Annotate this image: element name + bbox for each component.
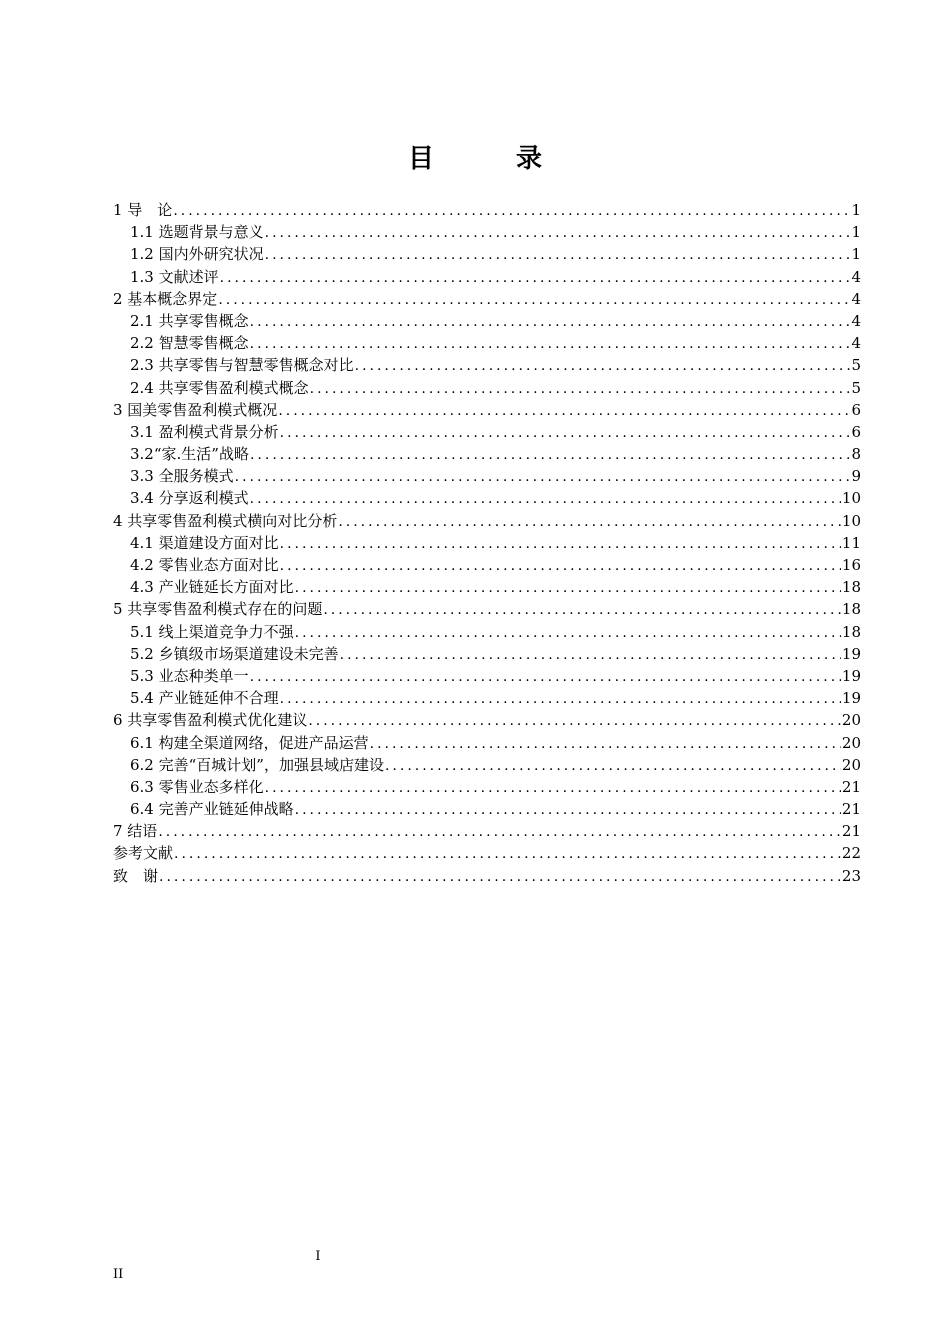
- toc-entry[interactable]: [113, 576, 861, 598]
- toc-dot-leader: [265, 222, 851, 244]
- toc-entry-label: 3.1 盈利模式背景分析: [130, 422, 279, 441]
- toc-entry-label: 4.1 渠道建设方面对比: [130, 533, 279, 552]
- toc-dot-leader: [310, 378, 851, 400]
- toc-entry-label: 致 谢: [113, 866, 159, 885]
- toc-dot-leader: [250, 444, 850, 466]
- toc-entry-page: 21: [841, 822, 861, 841]
- toc-entry-page: 6: [851, 400, 861, 419]
- toc-entry[interactable]: [113, 465, 861, 487]
- toc-entry-page: 22: [841, 844, 861, 863]
- toc-entry-label: 5.2 乡镇级市场渠道建设未完善: [130, 644, 339, 663]
- toc-dot-leader: [278, 400, 850, 422]
- toc-entry-page: 20: [841, 711, 861, 730]
- toc-entry-page: 1: [851, 223, 861, 242]
- toc-entry[interactable]: [113, 377, 861, 399]
- toc-dot-leader: [295, 799, 841, 821]
- toc-entry[interactable]: [113, 643, 861, 665]
- toc-entry-page: 5: [851, 356, 861, 375]
- toc-entry-page: 4: [851, 311, 861, 330]
- toc-entry-page: 19: [841, 666, 861, 685]
- toc-entry-page: 21: [841, 777, 861, 796]
- toc-dot-leader: [235, 466, 851, 488]
- toc-dot-leader: [323, 599, 841, 621]
- toc-entry[interactable]: [113, 399, 861, 421]
- toc-dot-leader: [295, 577, 841, 599]
- toc-dot-leader: [265, 777, 841, 799]
- toc-dot-leader: [250, 666, 841, 688]
- toc-dot-leader: [265, 244, 851, 266]
- toc-entry[interactable]: [113, 266, 861, 288]
- toc-dot-leader: [250, 488, 841, 510]
- toc-entry-page: 4: [851, 267, 861, 286]
- toc-dot-leader: [280, 688, 841, 710]
- toc-entry[interactable]: [113, 687, 861, 709]
- toc-dot-leader: [159, 866, 841, 888]
- toc-entry[interactable]: [113, 554, 861, 576]
- toc-dot-leader: [174, 843, 841, 865]
- toc-entry-page: 19: [841, 689, 861, 708]
- toc-entry[interactable]: [113, 421, 861, 443]
- toc-entry[interactable]: [113, 754, 861, 776]
- toc-dot-leader: [370, 733, 841, 755]
- toc-entry[interactable]: [113, 798, 861, 820]
- toc-entry[interactable]: [113, 820, 861, 842]
- toc-dot-leader: [385, 755, 841, 777]
- toc-entry-label: 5.4 产业链延伸不合理: [130, 689, 279, 708]
- section-number: II: [113, 1267, 124, 1282]
- toc-entry[interactable]: [113, 776, 861, 798]
- toc-entry-label: 4 共享零售盈利模式横向对比分析: [113, 511, 338, 530]
- toc-dot-leader: [220, 267, 851, 289]
- toc-entry-label: 3.3 全服务模式: [130, 467, 234, 486]
- toc-entry[interactable]: [113, 243, 861, 265]
- toc-entry-label: 1 导 论: [113, 201, 173, 219]
- toc-dot-leader: [250, 311, 851, 333]
- toc-entry-label: 3 国美零售盈利模式概况: [113, 400, 278, 419]
- toc-entry-label: 1.3 文献述评: [130, 267, 219, 286]
- toc-dot-leader: [250, 333, 851, 355]
- toc-dot-leader: [295, 622, 841, 644]
- toc-entry-page: 18: [841, 600, 861, 619]
- toc-entry-label: 6.3 零售业态多样化: [130, 777, 264, 796]
- toc-entry-label: 2 基本概念界定: [113, 289, 218, 308]
- toc-entry-page: 16: [841, 556, 861, 574]
- toc-entry-page: 1: [851, 201, 861, 219]
- toc-entry-label: 2.2 智慧零售概念: [130, 334, 249, 353]
- toc-entry[interactable]: [113, 354, 861, 376]
- toc-entry-label: 6 共享零售盈利模式优化建议: [113, 711, 308, 730]
- toc-entry-page: 10: [841, 489, 861, 508]
- toc-entry-label: 5.1 线上渠道竞争力不强: [130, 622, 294, 641]
- toc-dot-leader: [280, 533, 841, 555]
- toc-entry-page: 8: [851, 445, 861, 464]
- toc-entry-label: 6.4 完善产业链延伸战略: [130, 800, 294, 819]
- toc-entry[interactable]: [113, 532, 861, 554]
- toc-entry[interactable]: [113, 865, 861, 887]
- toc-entry-page: 1: [851, 245, 861, 264]
- toc-entry-label: 4.2 零售业态方面对比: [130, 556, 279, 574]
- toc-entry[interactable]: [113, 842, 861, 864]
- toc-entry-label: 7 结语: [113, 822, 158, 841]
- toc-entry-page: 4: [851, 289, 861, 308]
- toc-dot-leader: [308, 710, 841, 732]
- toc-entry[interactable]: [113, 199, 861, 221]
- toc-entry-page: 18: [841, 622, 861, 641]
- toc-entry-label: 6.1 构建全渠道网络，促进产品运营: [130, 733, 369, 752]
- toc-entry-page: 18: [841, 578, 861, 597]
- toc-entry[interactable]: [113, 487, 861, 509]
- toc-dot-leader: [173, 200, 850, 222]
- toc-entry[interactable]: [113, 709, 861, 731]
- toc-entry-page: 20: [841, 755, 861, 774]
- toc-entry-label: 2.3 共享零售与智慧零售概念对比: [130, 356, 354, 375]
- toc-entry-page: 20: [841, 733, 861, 752]
- toc-entry-page: 10: [841, 511, 861, 530]
- toc-entry-label: 5 共享零售盈利模式存在的问题: [113, 600, 323, 619]
- toc-entry[interactable]: [113, 510, 861, 532]
- toc-entry-page: 6: [851, 422, 861, 441]
- toc-entry-label: 6.2 完善“百城计划”，加强县域店建设: [130, 755, 384, 774]
- toc-entry[interactable]: [113, 621, 861, 643]
- toc-dot-leader: [280, 422, 851, 444]
- toc-entry-label: 3.4 分享返利模式: [130, 489, 249, 508]
- toc-entry-page: 23: [841, 866, 861, 885]
- page-title: 目 录: [407, 144, 570, 174]
- toc-entry-page: 4: [851, 334, 861, 353]
- toc-entry[interactable]: [113, 732, 861, 754]
- toc-entry-label: 3.2“家.生活”战略: [130, 445, 249, 464]
- toc-entry-label: 1.1 选题背景与意义: [130, 223, 264, 242]
- toc-entry-label: 1.2 国内外研究状况: [130, 245, 264, 264]
- toc-dot-leader: [340, 644, 841, 666]
- toc-entry-label: 5.3 业态种类单一: [130, 666, 249, 685]
- toc-entry-page: 11: [841, 533, 861, 552]
- toc-dot-leader: [218, 289, 850, 311]
- toc-entry-label: 参考文献: [113, 844, 174, 863]
- toc-entry[interactable]: [113, 310, 861, 332]
- toc-entry[interactable]: [113, 665, 861, 687]
- toc-dot-leader: [280, 555, 841, 577]
- toc-entry-page: 19: [841, 644, 861, 663]
- toc-entry-label: 4.3 产业链延长方面对比: [130, 578, 294, 597]
- toc-entry[interactable]: [113, 443, 861, 465]
- toc-entry[interactable]: [113, 288, 861, 310]
- toc-entry[interactable]: [113, 221, 861, 243]
- toc-entry-page: 21: [841, 800, 861, 819]
- toc-entry-label: 2.4 共享零售盈利模式概念: [130, 378, 309, 397]
- toc-entry[interactable]: [113, 598, 861, 620]
- toc-dot-leader: [338, 511, 841, 533]
- toc-entry[interactable]: [113, 332, 861, 354]
- toc-entry-page: 5: [851, 378, 861, 397]
- toc-dot-leader: [158, 821, 841, 843]
- toc-dot-leader: [355, 355, 851, 377]
- toc-entry-label: 2.1 共享零售概念: [130, 311, 249, 330]
- toc-entry-page: 9: [851, 467, 861, 486]
- page-number: I: [315, 1249, 321, 1264]
- table-of-contents: [113, 199, 861, 887]
